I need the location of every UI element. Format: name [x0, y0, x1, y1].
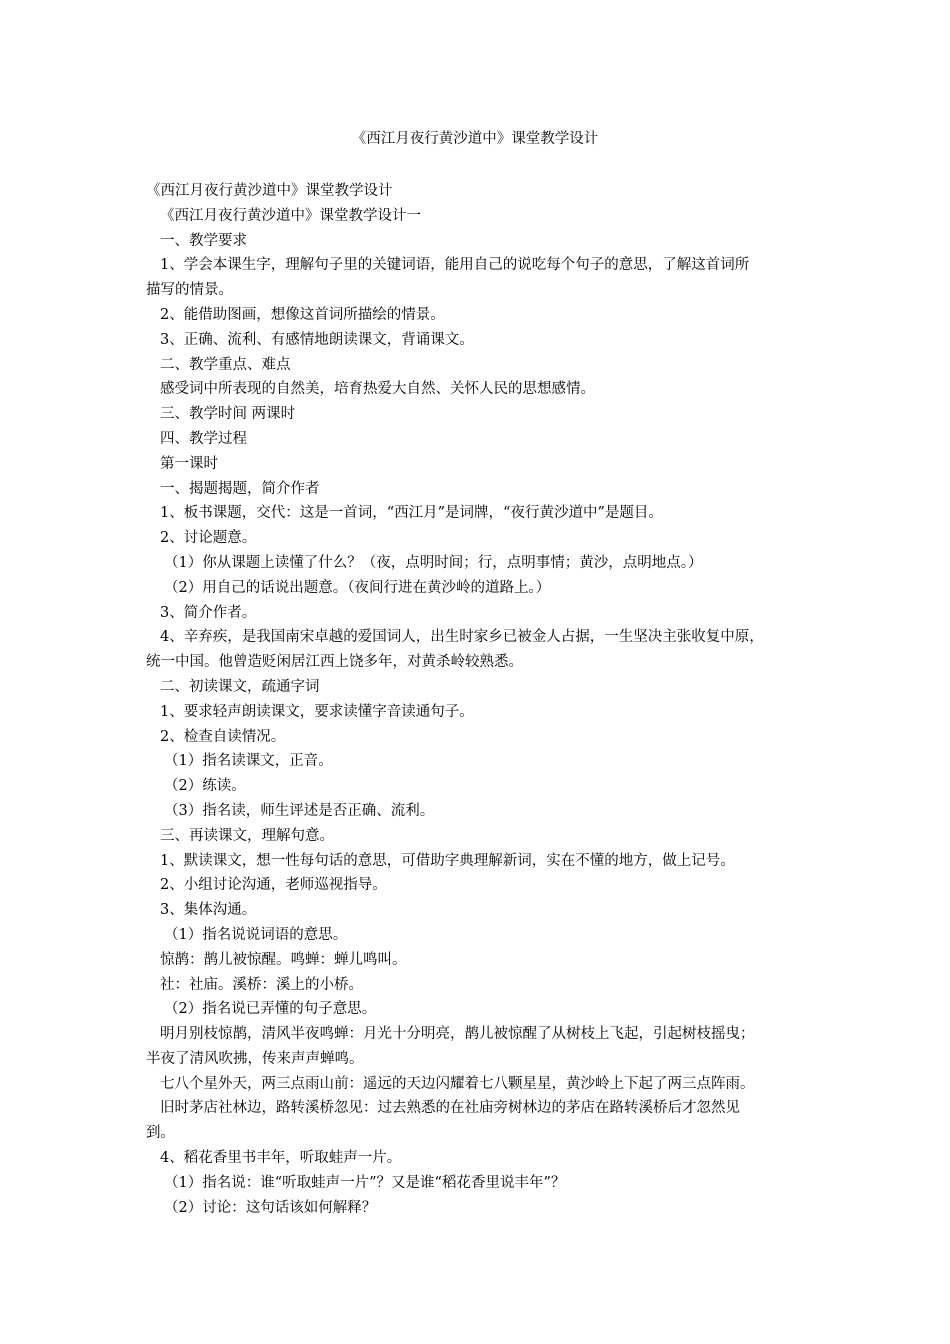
- text-line: 1、学会本课生字，理解句子里的关键词语，能用自己的说吃每个句子的意思，了解这首词所: [160, 257, 750, 274]
- section-heading: 一、揭题揭题，简介作者: [160, 480, 320, 497]
- section-heading: 三、教学时间 两课时: [160, 406, 296, 423]
- text-line: 七八个星外天，两三点雨山前：遥远的天边闪耀着七八颗星星，黄沙岭上下起了两三点阵雨。: [160, 1075, 755, 1092]
- text-line: （1）指名说说词语的意思。: [164, 926, 348, 943]
- section-heading: 二、教学重点、难点: [160, 356, 291, 373]
- text-line: 半夜了清风吹拂，传来声声蝉鸣。: [146, 1050, 364, 1067]
- text-line: （2）讨论：这句话该如何解释？: [164, 1199, 377, 1216]
- text-line: 2、小组讨论沟通，老师巡视指导。: [160, 877, 387, 894]
- text-line: （1）你从课题上读懂了什么？（夜，点明时间；行，点明事情；黄沙，点明地点。）: [164, 554, 703, 571]
- text-line: 社：社庙。溪桥：溪上的小桥。: [160, 976, 363, 993]
- text-line: 感受词中所表现的自然美，培育热爱大自然、关怀人民的思想感情。: [160, 381, 595, 398]
- text-line: 到。: [146, 1125, 175, 1142]
- text-line: 描写的情景。: [146, 282, 233, 299]
- text-line: （1）指名说：谁“听取蛙声一片”？又是谁“稻花香里说丰年”？: [164, 1174, 566, 1191]
- text-line: （1）指名读课文，正音。: [164, 753, 333, 770]
- document-title: 《西江月夜行黄沙道中》课堂教学设计: [351, 131, 599, 147]
- section-heading: 二、初读课文，疏通字词: [160, 678, 320, 695]
- text-line: 惊鹊：鹊儿被惊醒。鸣蝉：蝉儿鸣叫。: [160, 951, 407, 968]
- text-line: （2）用自己的话说出题意。（夜间行进在黄沙岭的道路上。）: [164, 579, 551, 596]
- text-line: 1、板书课题，交代：这是一首词，“西江月”是词牌，“夜行黄沙道中”是题目。: [160, 505, 663, 522]
- text-line: 4、辛弃疾，是我国南宋卓越的爱国词人，出生时家乡已被金人占据，一生坚决主张收复中原，: [160, 629, 764, 646]
- text-line: （2）指名说已弄懂的句子意思。: [164, 1001, 377, 1018]
- text-line: 《西江月夜行黄沙道中》课堂教学设计一: [160, 207, 421, 224]
- text-line: 3、正确、流利、有感情地朗读课文，背诵课文。: [160, 331, 474, 348]
- section-heading: 四、教学过程: [160, 430, 247, 447]
- section-heading: 三、再读课文，理解句意。: [160, 827, 334, 844]
- text-line: （2）练读。: [164, 778, 246, 795]
- text-line: 3、简介作者。: [160, 604, 257, 621]
- text-line: 《西江月夜行黄沙道中》课堂教学设计: [146, 183, 393, 199]
- text-line: 4、稻花香里书丰年，听取蛙声一片。: [160, 1150, 402, 1167]
- text-line: 明月别枝惊鹊，清风半夜鸣蝉：月光十分明亮，鹊儿被惊醒了从树枝上飞起，引起树枝摇曳；: [160, 1026, 755, 1043]
- text-line: 旧时茅店社林边，路转溪桥忽见：过去熟悉的在社庙旁树林边的茅店在路转溪桥后才忽然见: [160, 1100, 740, 1117]
- text-line: 3、集体沟通。: [160, 902, 257, 919]
- text-line: （3）指名读，师生评述是否正确、流利。: [164, 802, 435, 819]
- text-line: 2、能借助图画，想像这首词所描绘的情景。: [160, 306, 445, 323]
- text-line: 2、检查自读情况。: [160, 728, 286, 745]
- section-heading: 一、教学要求: [160, 232, 247, 249]
- document-body: [146, 179, 816, 1220]
- text-line: 统一中国。他曾造贬闲居江西上饶多年，对黄杀岭较熟悉。: [146, 654, 523, 671]
- text-line: 1、要求轻声朗读课文，要求读懂字音读通句子。: [160, 703, 474, 720]
- text-line: 1、默读课文，想一性每句话的意思，可借助字典理解新词，实在不懂的地方，做上记号。: [160, 852, 735, 869]
- text-line: 2、讨论题意。: [160, 530, 257, 547]
- text-line: 第一课时: [160, 455, 218, 472]
